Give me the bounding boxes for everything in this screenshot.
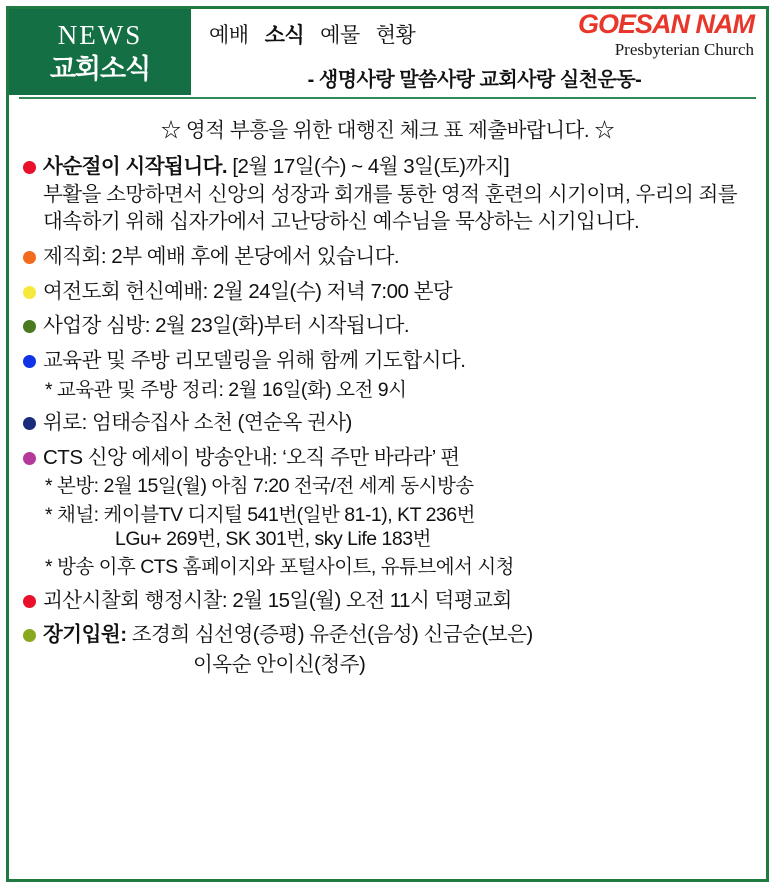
nav-menu (209, 19, 415, 49)
news-korean-title: 교회소식 (49, 53, 151, 84)
sub-note: * 본방: 2월 15일(월) 아침 7:20 전국/전 세계 동시방송 (45, 475, 474, 498)
item-body-text: 부활을 소망하면서 신앙의 성장과 회개를 통한 영적 훈련의 시기이며, 우리의 죄를 대속하기 위해 십자가에서 고난당하신 예수님을 묵상하는 시기입니다. (43, 182, 738, 234)
nav-item-news[interactable]: 소식 (264, 24, 305, 47)
news-sheet (6, 6, 769, 882)
item-text: 제직회: 2부 예배 후에 본당에서 있습니다. (43, 245, 400, 269)
list-item (23, 243, 752, 271)
item-bold-lead: 장기입원: (43, 623, 127, 647)
header-top-row (191, 9, 766, 59)
bullet-icon (23, 452, 36, 465)
bullet-icon (23, 286, 36, 299)
bullet-icon (23, 417, 36, 430)
brand-subtitle: Presbyterian Church (614, 39, 754, 59)
header-right (191, 9, 766, 95)
item-text: CTS 신앙 에세이 방송안내: ‘오직 주만 바라라’ 편 (43, 445, 460, 469)
brand (577, 8, 754, 59)
bullet-icon (23, 251, 36, 264)
slogan-row (191, 59, 766, 95)
list-item (23, 587, 752, 615)
item-text: 여전도회 헌신예배: 2월 24일(수) 저녁 7:00 본당 (43, 279, 453, 303)
item-bold-lead: 사순절이 시작됩니다. (43, 155, 228, 178)
list-item (23, 312, 752, 340)
item-lead-tail: [2월 17일(수) ~ 4월 3일(토)까지] (227, 155, 510, 178)
item-text: 위로: 엄태승집사 소천 (연순옥 권사) (43, 411, 352, 435)
notice-highlight: ☆ 영적 부흥을 위한 대행진 체크 표 제출바랍니다. ☆ (160, 119, 615, 142)
sub-note: LGu+ 269번, SK 301번, sky Life 183번 (115, 528, 431, 551)
item-text: 교육관 및 주방 리모델링을 위해 함께 기도합시다. (43, 349, 466, 373)
brand-name: GOESAN NAM (577, 8, 754, 39)
list-item (23, 621, 752, 678)
item-text (43, 621, 752, 678)
list-item (23, 444, 752, 472)
item-lead-tail: 조경희 심선영(증평) 유준선(음성) 신금순(보은) (126, 623, 533, 647)
slogan-text: - 생명사랑 말씀사랑 교회사랑 실천운동- (307, 68, 642, 91)
bullet-icon (23, 320, 36, 333)
nav-item-worship[interactable]: 예배 (209, 24, 249, 47)
sub-note: * 교육관 및 주방 정리: 2월 16일(화) 오전 9시 (45, 378, 407, 401)
item-text (43, 153, 752, 236)
item-text: 사업장 심방: 2월 23일(화)부터 시작됩니다. (43, 314, 410, 338)
bullet-icon (23, 355, 36, 368)
sub-note: * 방송 이후 CTS 홈페이지와 포털사이트, 유튜브에서 시청 (45, 556, 515, 579)
news-label: NEWS (57, 19, 143, 50)
item-text: 괴산시찰회 행정시찰: 2월 15일(월) 오전 11시 덕평교회 (43, 588, 512, 612)
header (9, 9, 766, 95)
content (9, 99, 766, 679)
list-item (23, 278, 752, 306)
item-second-line: 이옥순 안이신(청주) (193, 653, 366, 677)
bullet-icon (23, 161, 36, 174)
list-item (23, 347, 752, 375)
nav-item-offering[interactable]: 예물 (320, 24, 360, 47)
news-masthead (9, 9, 191, 95)
sub-note: * 채널: 케이블TV 디지털 541번(일반 81-1), KT 236번 (45, 503, 475, 526)
nav-item-status[interactable]: 현황 (375, 24, 416, 47)
bullet-icon (23, 629, 36, 642)
bullet-icon (23, 595, 36, 608)
list-item (23, 153, 752, 236)
list-item (23, 409, 752, 437)
